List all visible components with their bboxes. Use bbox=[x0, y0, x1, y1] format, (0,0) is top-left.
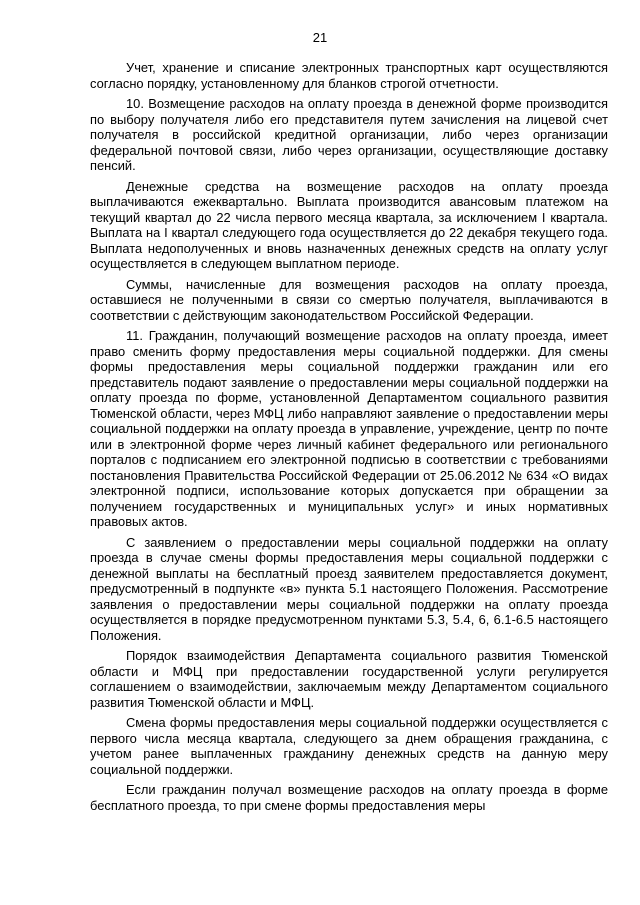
paragraph-unpaid-sums: Суммы, начисленные для возмещения расходов на оплату проезда, оставшиеся не полученными в связи со смертью получателя, выплачиваются в соответствии с действующим законодательством Российской Федерации. bbox=[90, 276, 608, 323]
paragraph-interaction-procedure: Порядок взаимодействия Департамента социального развития Тюменской области и МФЦ при предоставлении государственной услуги регулируется соглашением о взаимодействии, заключаемым между Департаментом социального развития Тюменской области и МФЦ. bbox=[90, 648, 608, 710]
paragraph-quarterly-payments: Денежные средства на возмещение расходов на оплату проезда выплачиваются ежеквартально. Выплата производится авансовым платежом на текущий квартал до 22 числа первого месяца квартала, за исключением I квартала. Выплата на I квартал следующего года осуществляется до 22 декабря текущего года. Выплата недополученных и вновь назначенных денежных средств на оплату услуг осуществляется в следующем выплатном периоде. bbox=[90, 178, 608, 271]
document-body bbox=[90, 60, 608, 818]
paragraph-accounting-transport-cards: Учет, хранение и списание электронных транспортных карт осуществляются согласно порядку, установленному для бланков строгой отчетности. bbox=[90, 60, 608, 91]
paragraph-item-10-reimbursement: 10. Возмещение расходов на оплату проезда в денежной форме производится по выбору получателя либо его представителя путем зачисления на лицевой счет получателя в российской кредитной организации, либо через организации федеральной почтовой связи, либо через организации, осуществляющие доставку пенсий. bbox=[90, 96, 608, 173]
paragraph-application-documents: С заявлением о предоставлении меры социальной поддержки на оплату проезда в случае смены формы предоставления меры социальной поддержки с денежной выплаты на бесплатный проезд заявителем предоставляется документ, предусмотренный в подпункте «в» пункта 5.1 настоящего Положения. Рассмотрение заявления о предоставлении меры социальной поддержки на оплату проезда осуществляется в порядке предусмотренном пунктами 5.3, 5.4, 6, 6.1-6.5 настоящего Положения. bbox=[90, 534, 608, 643]
paragraph-change-effective-date: Смена формы предоставления меры социальной поддержки осуществляется с первого числа месяца квартала, следующего за днем обращения гражданина, с учетом ранее выплаченных гражданину денежных средств на данную меру социальной поддержки. bbox=[90, 715, 608, 777]
paragraph-item-11-change-form: 11. Гражданин, получающий возмещение расходов на оплату проезда, имеет право сменить форму предоставления меры социальной поддержки. Для смены формы предоставления меры социальной поддержки гражданин или его представитель подают заявление о предоставлении меры социальной поддержки на оплату проезда по форме, установленной Департаментом социального развития Тюменской области, через МФЦ либо направляют заявление о предоставлении меры социальной поддержки на оплату проезда в управление, учреждение, центр по почте или в электронной форме через личный кабинет федерального или регионального порталов с подписанием его электронной подписью в соответствии с требованиями постановления Правительства Российской Федерации от 25.06.2012 № 634 «О видах электронной подписи, использование которых допускается при обращении за получением государственных и муниципальных услуг» и иных нормативных правовых актов. bbox=[90, 328, 608, 529]
page-number: 21 bbox=[312, 30, 328, 45]
paragraph-free-travel-change: Если гражданин получал возмещение расходов на оплату проезда в форме бесплатного проезда, то при смене формы предоставления меры bbox=[90, 782, 608, 813]
